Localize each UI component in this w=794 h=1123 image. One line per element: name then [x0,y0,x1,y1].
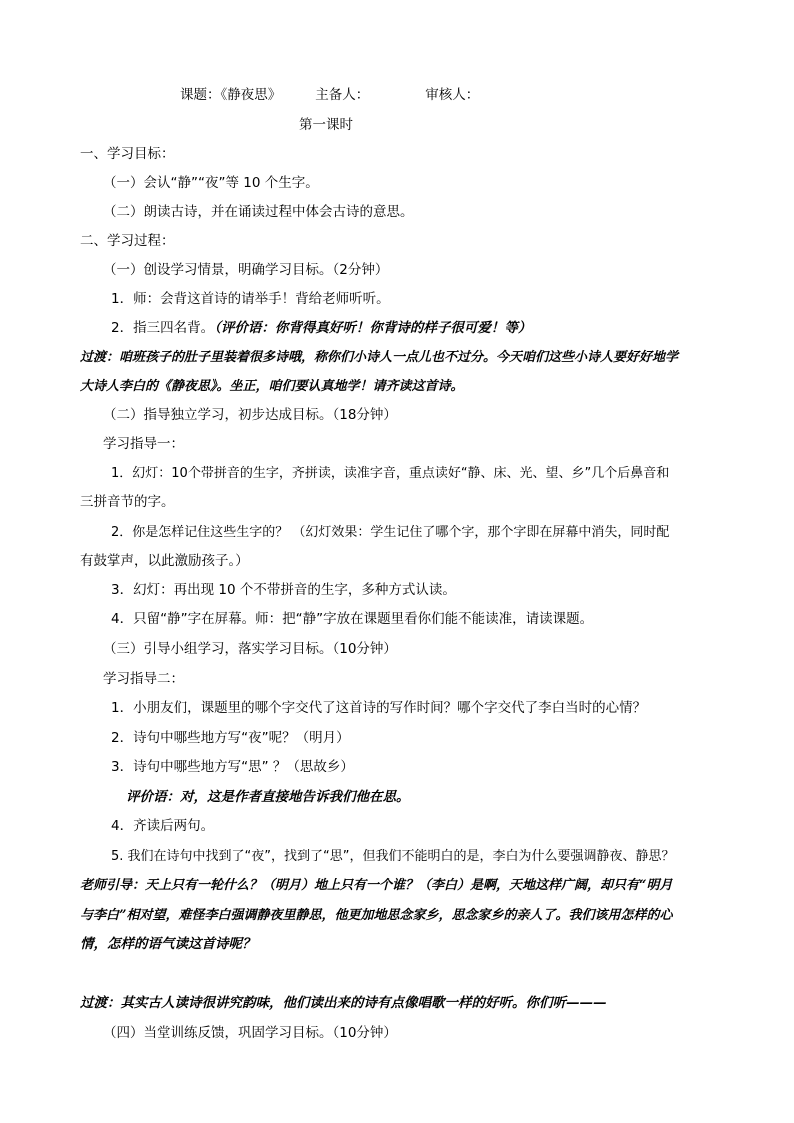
section-heading: 二、学习过程： [80,233,175,249]
question-text: 3．诗句中哪些地方写“思” ？（思故乡） [111,759,354,775]
guide-label: 学习指导二： [103,671,184,687]
teacher-guidance: 老师引导：天上只有一轮什么？（明月）地上只有一个谁？（李白）是啊，天地这样广阔，却只有“明月 [80,878,673,893]
evaluation-comment: 评价语：对，这是作者直接地告诉我们他在思。 [126,789,410,805]
topic-label: 课题：《静夜思》 [180,87,282,103]
question-text: 1．小朋友们，课题里的哪个字交代了这首诗的写作时间？哪个字交代了李白当时的心情？ [111,700,647,716]
step-text: 3．幻灯：再出现 10 个不带拼音的生字，多种方式认读。 [111,582,456,598]
lesson-header [180,89,479,103]
preparer-label: 主备人： [315,87,370,103]
transition-text: 大诗人李白的《静夜思》。坐正，咱们要认真地学！请齐读这首诗。 [80,379,464,394]
objective-item: （二）朗读古诗，并在诵读过程中体会古诗的意思。 [103,204,414,220]
step-text: 2．你是怎样记住这些生字的？ （幻灯效果：学生记住了哪个字，那个字即在屏幕中消失，同时配 [111,525,670,540]
step-text: 4．只留“静”字在屏幕。师：把“静”字放在课题里看你们能不能读准，请读课题。 [111,611,594,627]
step-text: 1．幻灯：10个带拼音的生字，齐拼读，读准字音，重点读好“静、床、光、望、乡”几个后鼻音和 [111,466,670,481]
step-text: 三拼音节的字。 [80,494,175,510]
question-text: 4．齐读后两句。 [111,818,215,834]
step-text: 2．指三四名背。 [111,320,215,336]
objective-item: （一）会认“静”“夜”等 10 个生字。 [103,175,319,191]
part-heading: （四）当堂训练反馈，巩固学习目标。（10分钟） [103,1025,397,1041]
question-text: 5. 我们在诗句中找到了“夜”，找到了“思”，但我们不能明白的是，李白为什么要强调静夜、静思？ [111,849,675,864]
question-text: 2．诗句中哪些地方写“夜”呢？（明月） [111,730,350,746]
reviewer-label: 审核人： [425,87,480,103]
step-text: 有鼓掌声，以此激励孩子。） [80,553,249,569]
transition-text: 过渡：其实古人读诗很讲究韵味，他们读出来的诗有点像唱歌一样的好听。你们听——— [80,995,607,1011]
step-with-comment [111,322,531,336]
transition-text: 过渡：咱班孩子的肚子里装着很多诗哦，称你们小诗人一点儿也不过分。今天咱们这些小诗人要好好地学 [80,350,679,365]
part-heading: （一）创设学习情景，明确学习目标。（2分钟） [103,262,389,278]
evaluation-comment: （评价语：你背得真好听！你背诗的样子很可爱！等） [214,320,532,336]
part-heading: （二）指导独立学习，初步达成目标。（18分钟） [103,407,397,423]
lesson-title: 第一课时 [299,117,353,133]
guide-label: 学习指导一： [103,436,184,452]
teacher-guidance: 情，怎样的语气读这首诗呢？ [80,936,256,952]
teacher-guidance: 与李白”相对望，难怪李白强调静夜里静思，他更加地思念家乡，思念家乡的亲人了。我们该用怎样的心 [80,908,673,923]
part-heading: （三）引导小组学习，落实学习目标。（10分钟） [103,641,397,657]
section-heading: 一、学习目标： [80,146,175,162]
step-text: 1．师：会背这首诗的请举手！背给老师听听。 [111,291,390,307]
